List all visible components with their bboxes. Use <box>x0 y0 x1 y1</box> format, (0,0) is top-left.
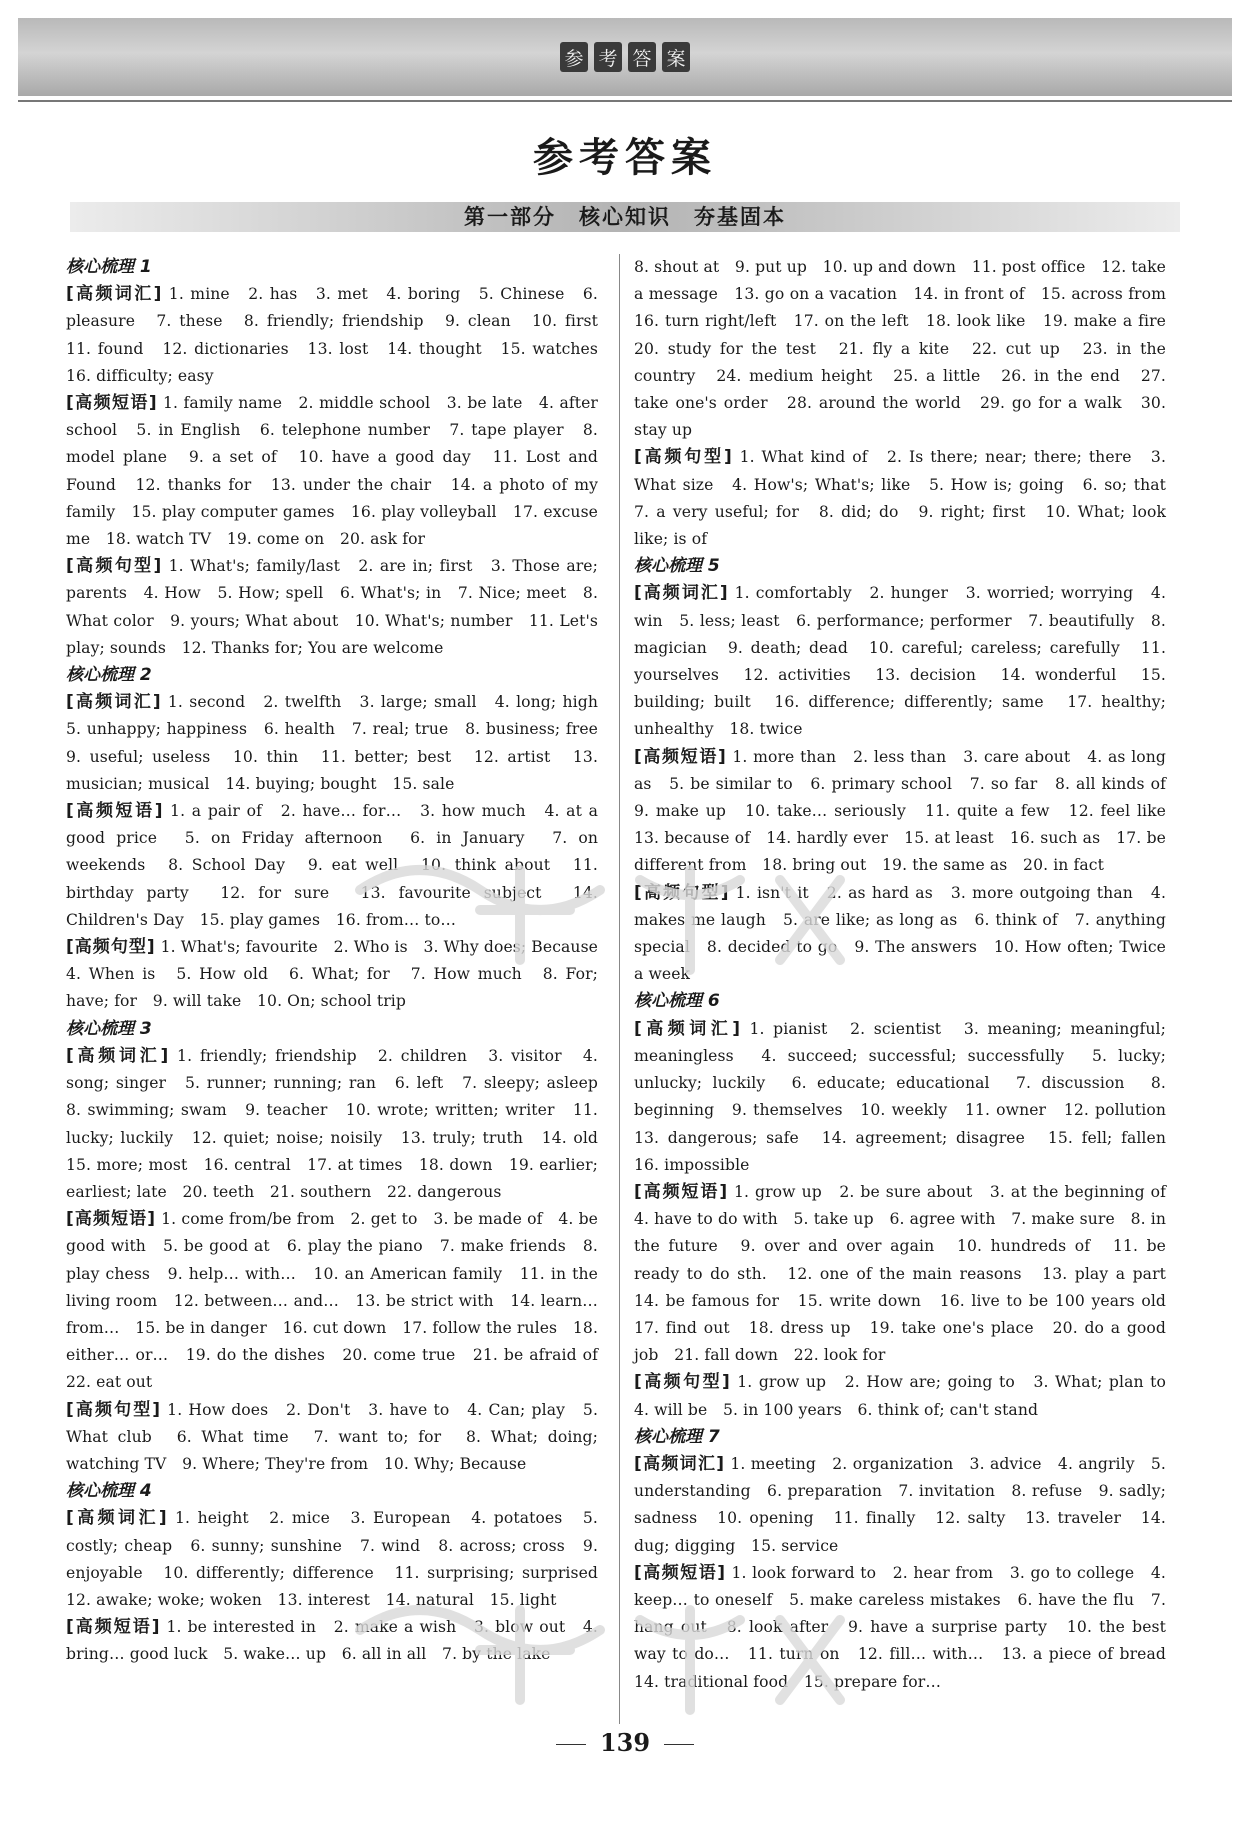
answer-paragraph <box>66 1206 614 1396</box>
header-char: 答 <box>628 42 656 72</box>
category-tag: [高频词汇] <box>634 1018 742 1039</box>
header-bar <box>18 18 1232 96</box>
answer-paragraph <box>634 444 1182 553</box>
answer-paragraph <box>66 689 614 798</box>
answer-text: 1. come from/be from 2. get to 3. be made of 4. be good with 5. be good at 6. play the piano 7. make friends 8. play chess 9. help… with… 10. an American family 11. in the living room 12. between… and… 13. be strict with 14. learn… from… 15. be in danger 16. cut down 17. follow the rules 18. either… or… 19. do the dishes 20. come true 21. be afraid of 22. eat out <box>66 1210 614 1392</box>
category-tag: [高频句型] <box>634 882 730 903</box>
answer-text: 1. second 2. twelfth 3. large; small 4. long; high 5. unhappy; happiness 6. health 7. real; true 8. business; free 9. useful; useless 10. thin 11. better; best 12. artist 13. musician; musical 14. buying; bought 15. sale <box>66 693 614 793</box>
answer-text: 1. be interested in 2. make a wish 3. blow out 4. bring… good luck 5. wake… up 6. all in all 7. by the lake <box>66 1618 598 1664</box>
category-tag: [高频词汇] <box>634 1453 726 1474</box>
category-tag: [高频短语] <box>634 746 727 767</box>
answer-text: 1. mine 2. has 3. met 4. boring 5. Chinese 6. pleasure 7. these 8. friendly; friendship 9. clean 10. first 11. found 12. dictionaries 13. lost 14. thought 15. watches 16. difficulty; easy <box>66 285 614 385</box>
answer-text: 1. grow up 2. be sure about 3. at the beginning of 4. have to do with 5. take up 6. agree with 7. make sure 8. in the future 9. over and over again 10. hundreds of 11. be ready to do sth. 12. one of the main reasons 13. play a part 14. be famous for 15. write down 16. live to be 100 years old 17. find out 18. dress up 19. take one's place 20. do a good job 21. fall down 22. look for <box>634 1182 1182 1365</box>
category-tag: [高频短语] <box>634 1181 729 1202</box>
answer-paragraph <box>634 580 1166 743</box>
category-tag: [高频短语] <box>634 1562 727 1583</box>
category-tag: [高频词汇] <box>66 284 163 305</box>
header-label <box>560 42 690 72</box>
header-char: 考 <box>594 42 622 72</box>
answer-paragraph <box>634 1179 1182 1369</box>
section-title: 核心梳理 3 <box>66 1018 152 1039</box>
section-title: 核心梳理 7 <box>634 1426 720 1447</box>
answer-paragraph <box>634 1560 1182 1696</box>
category-tag: [高频词汇] <box>66 1508 168 1529</box>
answer-text: 1. What kind of 2. Is there; near; there; there 3. What size 4. How's; What's; like 5. How is; going 6. so; that 7. a very useful; for 8. did; do 9. right; first 10. What; look like; is of <box>634 448 1182 549</box>
page-number: 139 <box>599 1728 651 1757</box>
footer-dash <box>664 1744 694 1745</box>
answer-text: 1. pianist 2. scientist 3. meaning; meaningful; meaningless 4. succeed; successful; successfully 5. lucky; unlucky; luckily 6. educate; educational 7. discussion 8. beginning 9. themselves 10. weekly 11. owner 12. pollution 13. dangerous; safe 14. agreement; disagree 15. fell; fallen 16. impossible <box>634 1019 1182 1174</box>
answer-paragraph <box>634 1369 1182 1423</box>
column-divider <box>619 254 620 1724</box>
answer-text: 1. more than 2. less than 3. care about 4. as long as 5. be similar to 6. primary school 7. so far 8. all kinds of 9. make up 10. take… seriously 11. quite a few 12. feel like 13. because of 14. hardly ever 15. at least 16. such as 17. be different from 18. bring out 19. the same as 20. in fact <box>634 747 1182 875</box>
header-char: 案 <box>662 42 690 72</box>
category-tag: [高频词汇] <box>66 692 162 713</box>
answer-text: 1. grow up 2. How are; going to 3. What; plan to 4. will be 5. in 100 years 6. think of; can't stand <box>634 1373 1182 1419</box>
part-banner: 第一部分 核心知识 夯基固本 <box>70 202 1180 232</box>
header-char: 参 <box>560 42 588 72</box>
answer-paragraph <box>66 1614 598 1668</box>
category-tag: [高频短语] <box>66 393 158 414</box>
answer-column-right <box>634 254 1182 1696</box>
answer-paragraph <box>634 744 1182 880</box>
answer-paragraph <box>66 553 598 662</box>
answer-paragraph <box>634 254 1182 444</box>
answer-text: 1. How does 2. Don't 3. have to 4. Can; play 5. What club 6. What time 7. want to; for 8. What; doing; watching TV 9. Where; They're from 10. Why; Because <box>66 1400 599 1473</box>
section-title: 核心梳理 2 <box>66 665 152 686</box>
answer-text: 1. look forward to 2. hear from 3. go to college 4. keep… to oneself 5. make careless mistakes 6. have the flu 7. hang out 8. look after 9. have a surprise party 10. the best way to do… 11. turn on 12. fill… with… 13. a piece of bread 14. traditional food 15. prepare for… <box>634 1563 1182 1691</box>
answer-text: 1. comfortably 2. hunger 3. worried; worrying 4. win 5. less; least 6. performance; performer 7. beautifully 8. magician 9. death; dead 10. careful; careless; carefully 11. yourselves 12. activities 13. decision 14. wonderful 15. building; built 16. difference; differently; same 17. healthy; unhealthy 18. twice <box>634 584 1166 739</box>
answer-paragraph <box>634 1451 1166 1560</box>
answer-paragraph <box>66 934 614 1016</box>
category-tag: [高频句型] <box>66 556 163 577</box>
section-title: 核心梳理 1 <box>66 257 152 277</box>
answer-text: 1. a pair of 2. have… for… 3. how much 4. at a good price 5. on Friday afternoon 6. in January 7. on weekends 8. School Day 9. eat well 10. think about 11. birthday party 12. for sure 13. favourite subject 14. Children's Day 15. play games 16. from… to… <box>66 802 598 929</box>
answer-paragraph <box>634 1016 1182 1179</box>
category-tag: [高频词汇] <box>66 1045 170 1066</box>
answer-text: 1. What's; favourite 2. Who is 3. Why does; Because 4. When is 5. How old 6. What; for 7. How much 8. For; have; for 9. will take 10. On; school trip <box>66 938 614 1011</box>
answer-paragraph <box>66 281 614 390</box>
answer-text: 1. family name 2. middle school 3. be late 4. after school 5. in English 6. telephone number 7. tape player 8. model plane 9. a set of 10. have a good day 11. Lost and Found 12. thanks for 13. under the chair 14. a photo of my family 15. play computer games 16. play volleyball 17. excuse me 18. watch TV 19. come on 20. ask for <box>66 394 598 549</box>
answer-text: 8. shout at 9. put up 10. up and down 11. post office 12. take a message 13. go on a vacation 14. in front of 15. across from 16. turn right/left 17. on the left 18. look like 19. make a fire 20. study for the test 21. fly a kite 22. cut up 23. in the country 24. medium height 25. a little 26. in the end 27. take one's order 28. around the world 29. go for a walk 30. stay up <box>634 258 1182 440</box>
answer-text: 1. friendly; friendship 2. children 3. visitor 4. song; singer 5. runner; running; ran 6. left 7. sleepy; asleep 8. swimming; swam 9. teacher 10. wrote; written; writer 11. lucky; luckily 12. quiet; noise; noisily 13. truly; truth 14. old 15. more; most 16. central 17. at times 18. down 19. earlier; earliest; late 20. teeth 21. southern 22. dangerous <box>66 1046 614 1201</box>
answer-paragraph <box>66 390 598 553</box>
answer-paragraph <box>66 798 598 934</box>
answer-text: 1. What's; family/last 2. are in; first 3. Those are; parents 4. How 5. How; spell 6. What's; in 7. Nice; meet 8. What color 9. yours; What about 10. What's; number 11. Let's play; sounds 12. Thanks for; You are welcome <box>66 557 598 657</box>
answer-paragraph <box>66 1043 614 1206</box>
section-title: 核心梳理 4 <box>66 1481 152 1502</box>
section-title: 核心梳理 5 <box>634 556 720 577</box>
header-rule <box>18 100 1232 102</box>
category-tag: [高频短语] <box>66 801 164 822</box>
footer-dash <box>556 1744 586 1745</box>
category-tag: [高频短语] <box>66 1209 157 1230</box>
section-title: 核心梳理 6 <box>634 991 720 1012</box>
answer-paragraph <box>634 880 1166 989</box>
answer-text: 1. height 2. mice 3. European 4. potatoes 5. costly; cheap 6. sunny; sunshine 7. wind 8. across; cross 9. enjoyable 10. differently; difference 11. surprising; surprised 12. awake; woke; woken 13. interest 14. natural 15. light <box>66 1509 614 1609</box>
category-tag: [高频短语] <box>66 1617 161 1638</box>
category-tag: [高频句型] <box>634 447 733 468</box>
category-tag: [高频句型] <box>66 937 156 958</box>
answer-text: 1. meeting 2. organization 3. advice 4. angrily 5. understanding 6. preparation 7. invitation 8. refuse 9. sadly; sadness 10. opening 11. finally 12. salty 13. traveler 14. dug; digging 15. service <box>634 1454 1166 1555</box>
category-tag: [高频词汇] <box>634 583 729 604</box>
page-title: 参考答案 <box>533 135 717 181</box>
answer-column-left <box>66 254 614 1669</box>
category-tag: [高频句型] <box>66 1399 162 1420</box>
answer-paragraph <box>66 1397 598 1479</box>
answer-text: 1. isn't it 2. as hard as 3. more outgoing than 4. makes me laugh 5. are like; as long as 6. think of 7. anything special 8. decided to go 9. The answers 10. How often; Twice a week <box>634 883 1167 984</box>
category-tag: [高频句型] <box>634 1372 731 1393</box>
page-number-footer <box>0 1728 1250 1757</box>
answer-paragraph <box>66 1505 614 1614</box>
